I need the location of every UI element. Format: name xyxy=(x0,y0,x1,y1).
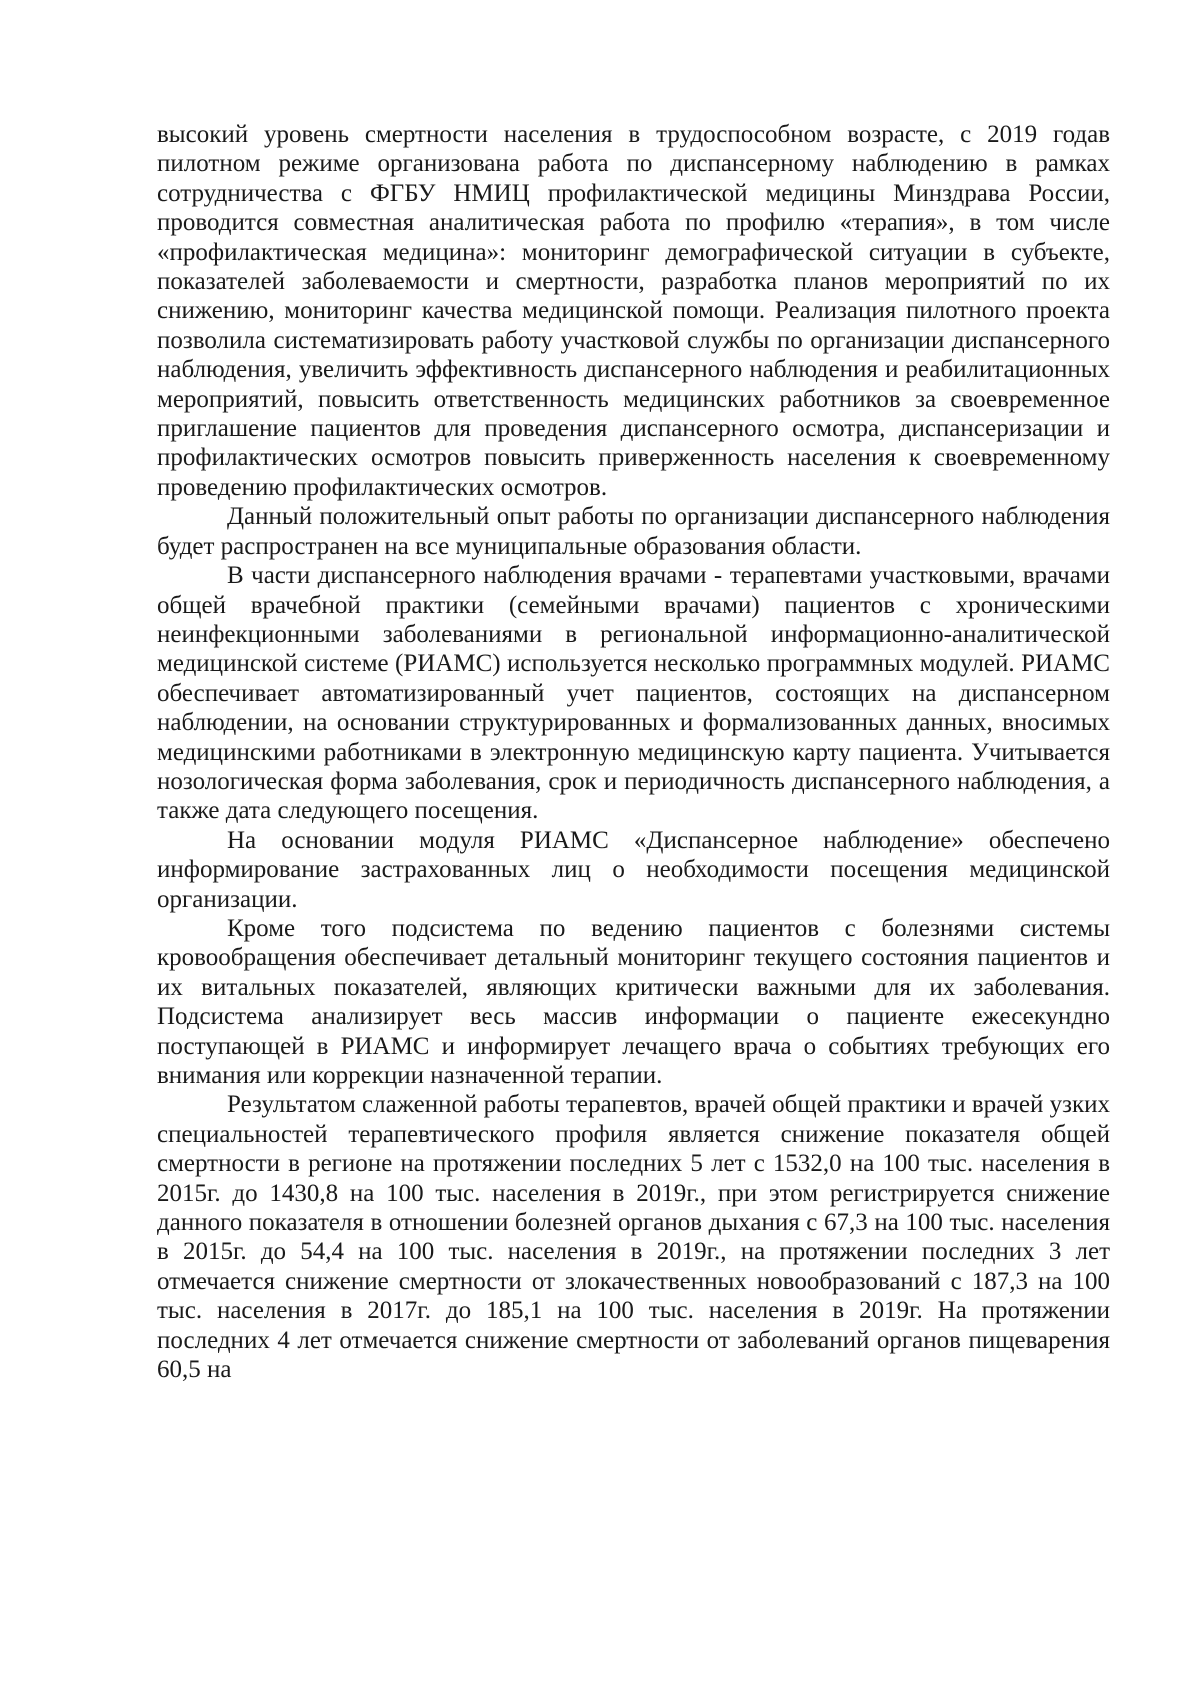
paragraph-continuation: высокий уровень смертности населения в трудоспособном возрасте, с 2019 годав пилотном режиме организована работа по диспансерному наблюдению в рамках сотрудничества с ФГБУ НМИЦ профилактической медицины Минздрава России, проводится совместная аналитическая работа по профилю «терапия», в том числе «профилактическая медицина»: мониторинг демографической ситуации в субъекте, показателей заболеваемости и смертности, разработка планов мероприятий по их снижению, мониторинг качества медицинской помощи. Реализация пилотного проекта позволила систематизировать работу участковой службы по организации диспансерного наблюдения, увеличить эффективность диспансерного наблюдения и реабилитационных мероприятий, повысить ответственность медицинских работников за своевременное приглашение пациентов для проведения диспансерного осмотра, диспансеризации и профилактических осмотров повысить приверженность населения к своевременному проведению профилактических осмотров. xyxy=(157,121,1110,501)
paragraph-riams-modules: В части диспансерного наблюдения врачами - терапевтами участковыми, врачами общей врачебной практики (семейными врачами) пациентов с хроническими неинфекционными заболеваниями в региональной информационно-аналитической медицинской системе (РИАМС) используется несколько программных модулей. РИАМС обеспечивает автоматизированный учет пациентов, состоящих на диспансерном наблюдении, на основании структурированных и формализованных данных, вносимых медицинскими работниками в электронную медицинскую карту пациента. Учитывается нозологическая форма заболевания, срок и периодичность диспансерного наблюдения, а также дата следующего посещения. xyxy=(157,562,1110,825)
paragraph-informing: На основании модуля РИАМС «Диспансерное наблюдение» обеспечено информирование застрахованных лиц о необходимости посещения медицинской организации. xyxy=(157,826,1110,913)
document-body xyxy=(157,120,1110,1384)
paragraph-mortality-results: Результатом слаженной работы терапевтов, врачей общей практики и врачей узких специальностей терапевтического профиля является снижение показателя общей смертности в регионе на протяжении последних 5 лет с 1532,0 на 100 тыс. населения в 2015г. до 1430,8 на 100 тыс. населения в 2019г., при этом регистрируется снижение данного показателя в отношении болезней органов дыхания с 67,3 на 100 тыс. населения в 2015г. до 54,4 на 100 тыс. населения в 2019г., на протяжении последних 3 лет отмечается снижение смертности от злокачественных новообразований с 187,3 на 100 тыс. населения в 2017г. до 185,1 на 100 тыс. населения в 2019г. На протяжении последних 4 лет отмечается снижение смертности от заболеваний органов пищеварения 60,5 на xyxy=(157,1091,1110,1384)
paragraph-circulatory-subsystem: Кроме того подсистема по ведению пациентов с болезнями системы кровообращения обеспечивает детальный мониторинг текущего состояния пациентов и их витальных показателей, являющих критически важными для их заболевания. Подсистема анализирует весь массив информации о пациенте ежесекундно поступающей в РИАМС и информирует лечащего врача о событиях требующих его внимания или коррекции назначенной терапии. xyxy=(157,914,1110,1089)
paragraph-positive-experience: Данный положительный опыт работы по организации диспансерного наблюдения будет распространен на все муниципальные образования области. xyxy=(157,503,1110,560)
